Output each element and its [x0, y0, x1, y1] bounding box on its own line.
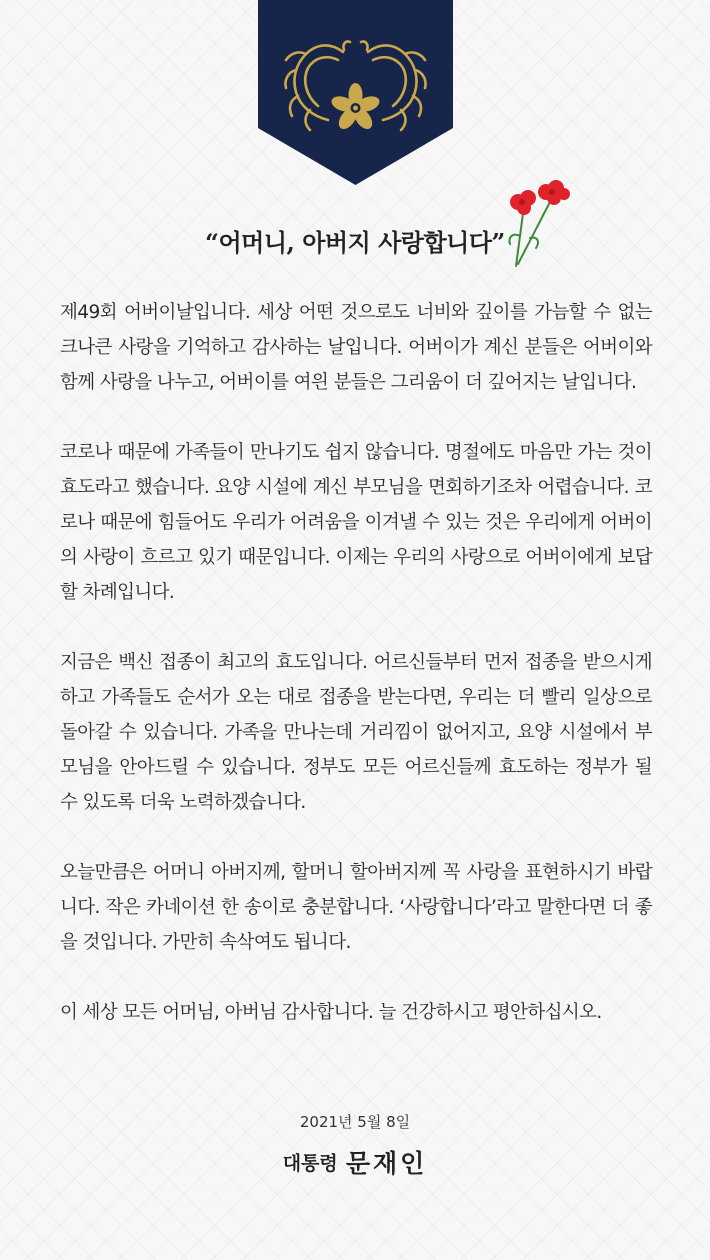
signature-role: 대통령 [282, 1152, 338, 1175]
letter-body [60, 295, 652, 1065]
letter-paragraph: 코로나 때문에 가족들이 만나기도 쉽지 않습니다. 명절에도 마음만 가는 것이 효도라고 했습니다. 요양 시설에 계신 부모님을 면회하기조차 어렵습니다. 코로나 때문에 힘들어도 우리가 어려움을 이겨낼 수 있는 것은 우리에게 어버이의 사랑이 흐르고 있기 때문입니다. 이제는 우리의 사랑으로 어버이에게 보답할 차례입니다. [60, 442, 652, 603]
signature-name: 문재인 [345, 1149, 428, 1178]
letter-date: 2021년 5월 8일 [299, 1113, 411, 1131]
letter-paragraph: 지금은 백신 접종이 최고의 효도입니다. 어르신들부터 먼저 접종을 받으시게 하고 가족들도 순서가 오는 대로 접종을 받는다면, 우리는 더 빨리 일상으로 돌아갈 수 있습니다. 가족을 만나는데 거리낌이 없어지고, 요양 시설에서 부모님을 안아드릴 수 있습니다. 정부도 모든 어르신들께 효도하는 정부가 될 수 있도록 더욱 노력하겠습니다. [60, 652, 652, 813]
letter-paragraph: 이 세상 모든 어머님, 아버님 감사합니다. 늘 건강하시고 평안하십시오. [60, 1002, 602, 1023]
letter-paragraph: 오늘만큼은 어머니 아버지께, 할머니 할아버지께 꼭 사랑을 표현하시기 바랍니다. 작은 카네이션 한 송이로 충분합니다. ‘사랑합니다’라고 말한다면 더 좋을 것입니다. 가만히 속삭여도 됩니다. [60, 862, 652, 953]
emblem-banner [258, 0, 453, 185]
title-row [0, 178, 710, 278]
phoenix-mugunghwa-emblem-icon [258, 0, 453, 185]
carnation-icon [500, 178, 580, 273]
letter-title: “어머니, 아버지 사랑합니다” [205, 228, 505, 257]
letter-paragraph: 제49회 어버이날입니다. 세상 어떤 것으로도 너비와 깊이를 가늠할 수 없는 크나큰 사랑을 기억하고 감사하는 날입니다. 어버이가 계신 분들은 어버이와 함께 사랑을 나누고, 어버이를 여읜 분들은 그리움이 더 깊어지는 날입니다. [60, 302, 652, 393]
signature [0, 1144, 710, 1180]
